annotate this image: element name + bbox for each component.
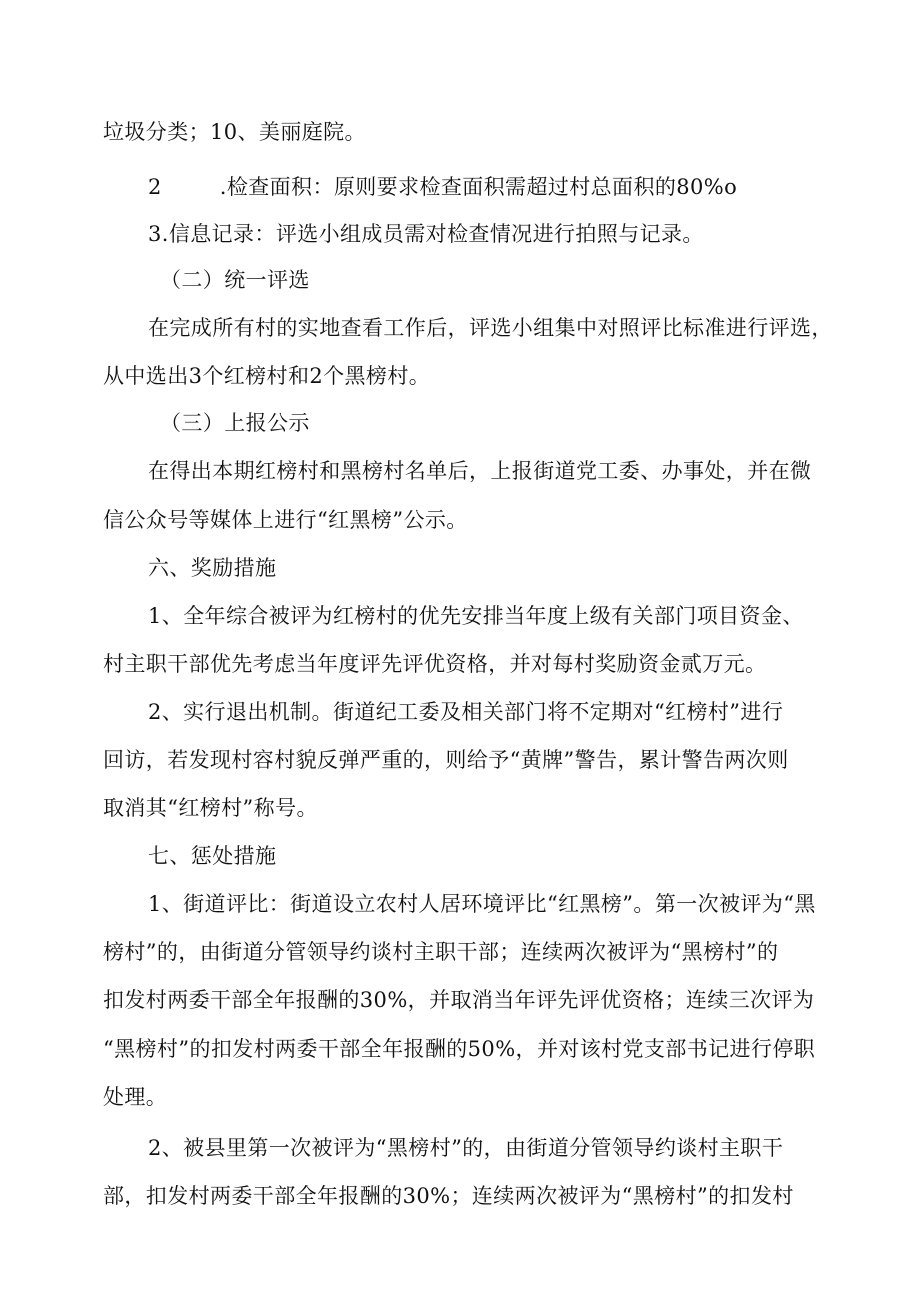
section-heading: 六、奖励措施 <box>148 556 277 580</box>
paragraph-line: 1、街道评比：街道设立农村人居环境评比“红黑榜”。第一次被评为“黑 <box>148 892 816 916</box>
section-heading: （三）上报公示 <box>160 411 310 435</box>
paragraph-line: 榜村”的，由街道分管领导约谈村主职干部；连续两次被评为“黑榜村”的 <box>103 940 779 964</box>
paragraph-line: 2、被县里第一次被评为“黑榜村”的，由街道分管领导约谈村主职干 <box>148 1136 784 1160</box>
section-heading: 七、惩处措施 <box>148 844 277 868</box>
paragraph-line: 信公众号等媒体上进行“红黑榜”公示。 <box>103 508 468 532</box>
paragraph-line: 扣发村两委干部全年报酬的30%，并取消当年评先评优资格；连续三次评为 <box>103 988 815 1012</box>
paragraph-line: 1、全年综合被评为红榜村的优先安排当年度上级有关部门项目资金、 <box>148 604 804 628</box>
paragraph-line: 回访，若发现村容村貌反弹严重的，则给予“黄牌”警告，累计警告两次则 <box>103 748 789 772</box>
paragraph-line: 从中选出3个红榜村和2个黑榜村。 <box>103 364 431 388</box>
section-heading: （二）统一评选 <box>160 268 310 292</box>
paragraph-line <box>148 172 737 202</box>
paragraph-line: 部，扣发村两委干部全年报酬的30%；连续两次被评为“黑榜村”的扣发村 <box>103 1184 794 1208</box>
paragraph-line: “黑榜村”的扣发村两委干部全年报酬的50%，并对该村党支部书记进行停职 <box>103 1037 816 1061</box>
line-text: .检查面积：原则要求检查面积需超过村总面积的80%o <box>219 175 738 199</box>
paragraph-line: 3.信息记录：评选小组成员需对检查情况进行拍照与记录。 <box>148 222 704 246</box>
paragraph-line: 取消其“红榜村”称号。 <box>103 796 318 820</box>
paragraph-line: 在完成所有村的实地查看工作后，评选小组集中对照评比标准进行评选， <box>148 316 833 340</box>
paragraph-line: 垃圾分类；10、美丽庭院。 <box>103 120 366 144</box>
list-number: 2 <box>148 175 162 199</box>
paragraph-line: 处理。 <box>103 1085 168 1109</box>
paragraph-line: 2、实行退出机制。街道纪工委及相关部门将不定期对“红榜村”进行 <box>148 700 784 724</box>
paragraph-line: 在得出本期红榜村和黑榜村名单后，上报街道党工委、办事处，并在微 <box>148 459 812 483</box>
paragraph-line: 村主职干部优先考虑当年度评先评优资格，并对每村奖励资金贰万元。 <box>103 652 767 676</box>
